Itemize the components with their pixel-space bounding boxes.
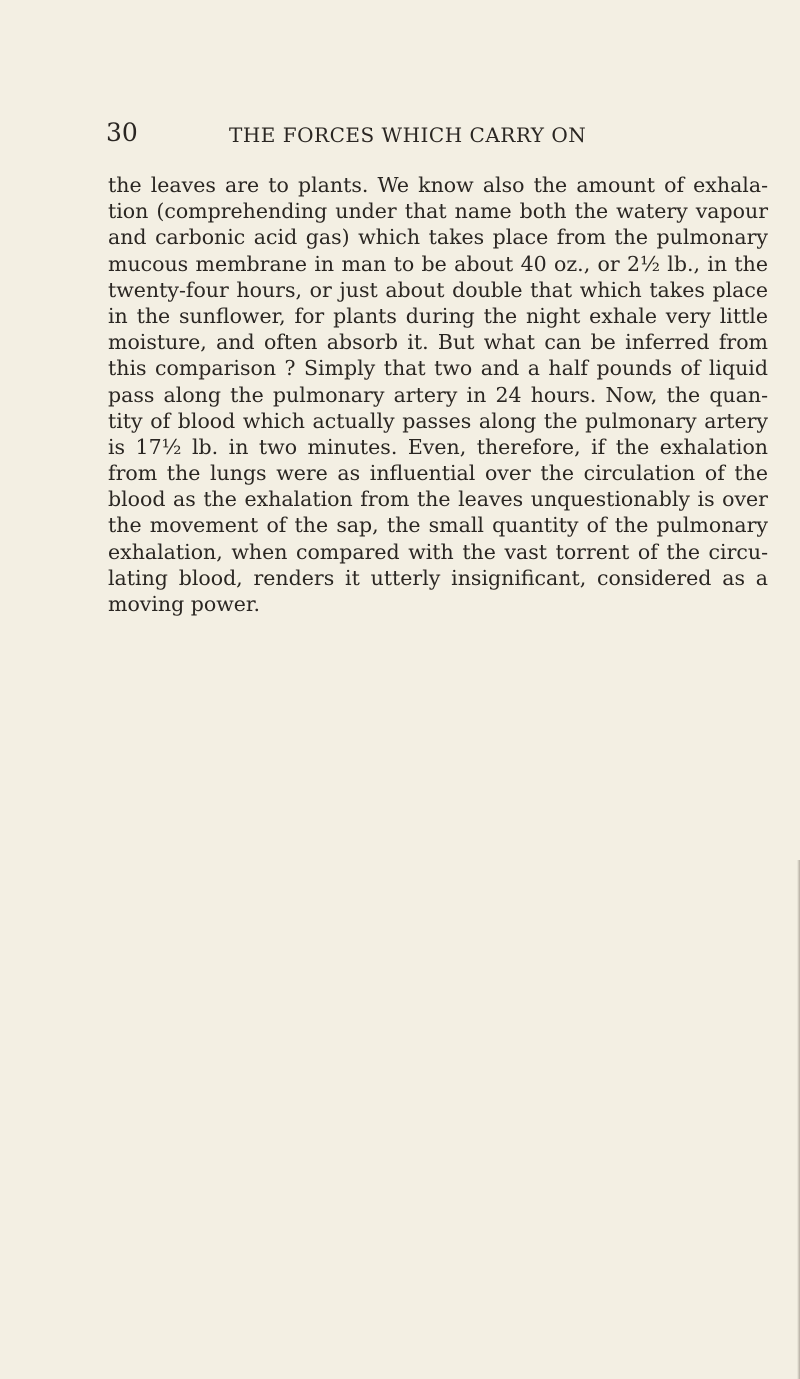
running-head: THE FORCES WHICH CARRY ON [229, 123, 587, 147]
text-line: moving power. [108, 592, 260, 616]
text-line: and carbonic acid gas) which takes place from the pulmonary [108, 225, 768, 250]
text-line: from the lungs were as influential over the circulation of the [108, 461, 768, 486]
text-line: this comparison ? Simply that two and a half pounds of liquid [108, 356, 768, 381]
body-paragraph [108, 172, 768, 617]
text-line: exhalation, when compared with the vast torrent of the circu- [108, 539, 768, 564]
text-line: tity of blood which actually passes along the pulmonary artery [108, 408, 768, 433]
page-number: 30 [106, 118, 138, 147]
text-line: blood as the exhalation from the leaves unquestionably is over [108, 487, 768, 512]
text-line: the leaves are to plants. We know also the amount of exhala- [108, 173, 768, 197]
text-line: twenty-four hours, or just about double that which takes place [108, 277, 768, 302]
text-line: mucous membrane in man to be about 40 oz., or 2½ lb., in the [108, 251, 768, 276]
text-line: pass along the pulmonary artery in 24 hours. Now, the quan- [108, 382, 768, 407]
text-line: the movement of the sap, the small quantity of the pulmonary [108, 513, 768, 538]
text-line: is 17½ lb. in two minutes. Even, therefore, if the exhalation [108, 434, 768, 459]
text-line: moisture, and often absorb it. But what can be inferred from [108, 330, 768, 355]
text-line: tion (comprehending under that name both the watery vapour [108, 199, 768, 224]
text-line: in the sunflower, for plants during the night exhale very little [108, 303, 768, 328]
text-line: lating blood, renders it utterly insignificant, considered as a [108, 565, 768, 590]
